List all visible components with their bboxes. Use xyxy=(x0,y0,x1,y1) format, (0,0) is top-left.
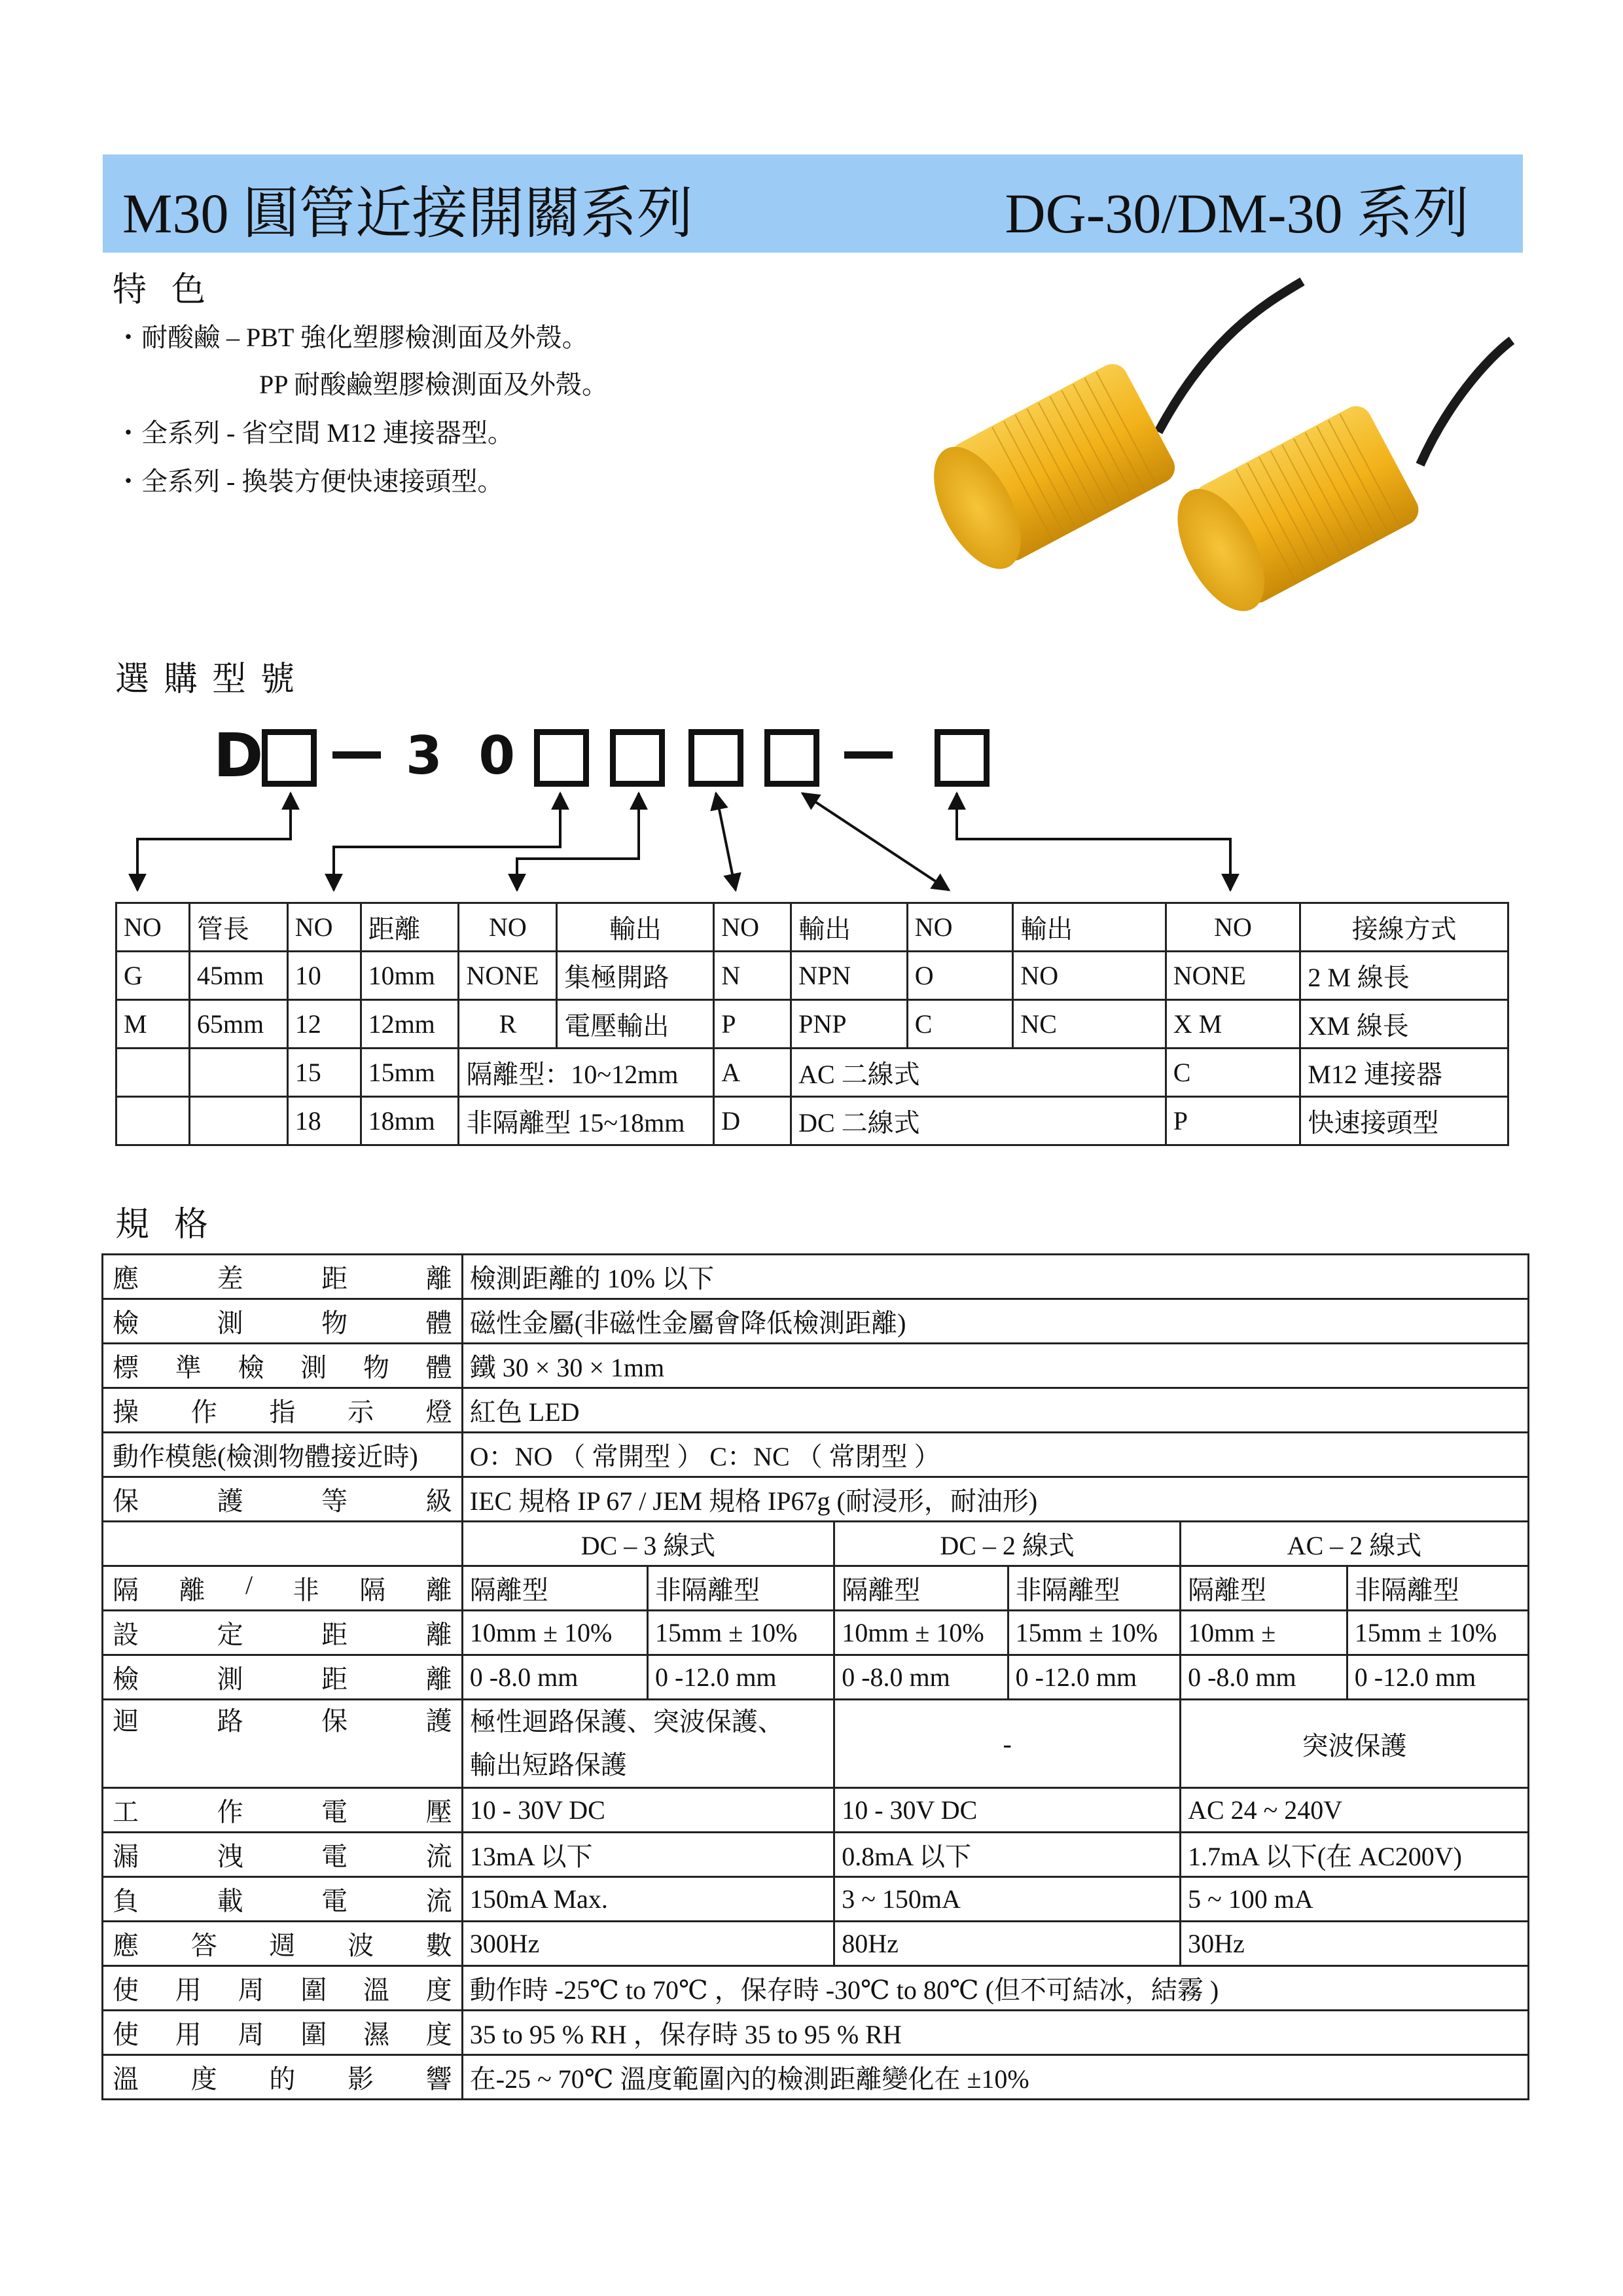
table-row xyxy=(116,1000,1508,1049)
table-header: 接線方式 xyxy=(1300,903,1508,952)
model-code xyxy=(209,720,1021,798)
spec-label-char: 作 xyxy=(190,1397,217,1427)
spec-label xyxy=(103,1433,463,1477)
spec-label-char: 動作模態(檢測物體接近時) xyxy=(113,1442,418,1471)
table-cell: 非隔離型 15~18mm xyxy=(459,1097,714,1145)
spec-label-char: 溫 xyxy=(113,2064,139,2094)
table-cell: NONE xyxy=(459,952,557,1000)
spec-label-char: 洩 xyxy=(217,1842,243,1871)
spec-value: 3 ~ 150mA xyxy=(834,1877,1181,1922)
spec-label xyxy=(103,1477,463,1522)
spec-value: IEC 規格 IP 67 / JEM 規格 IP67g (耐浸形，耐油形) xyxy=(462,1477,1528,1522)
series-title: DG-30/DM-30 系列 xyxy=(1005,182,1469,245)
spec-label-char: 應 xyxy=(113,1931,139,1960)
spec-label-char: 非 xyxy=(293,1575,319,1605)
table-cell: 12 xyxy=(287,1000,361,1049)
spec-value: 30Hz xyxy=(1181,1922,1529,1966)
spec-label xyxy=(103,1611,463,1655)
spec-table xyxy=(101,1253,1529,2100)
table-cell: 15mm xyxy=(361,1049,459,1097)
spec-value xyxy=(462,1700,834,1788)
spec-label-char: 物 xyxy=(321,1308,348,1338)
spec-value: 0 -8.0 mm xyxy=(462,1655,647,1700)
spec-value: 15mm ± 10% xyxy=(1008,1611,1180,1655)
table-cell: 10mm xyxy=(361,952,459,1000)
spec-label-char: 設 xyxy=(113,1620,139,1649)
spec-label-char: 準 xyxy=(175,1353,202,1382)
spec-label-char: 護 xyxy=(425,1706,452,1736)
spec-label xyxy=(103,1655,463,1700)
spec-label-char: 度 xyxy=(190,2064,217,2094)
table-row xyxy=(103,1966,1529,2011)
spec-value: 突波保護 xyxy=(1181,1700,1529,1788)
spec-label-char: 測 xyxy=(300,1353,327,1382)
spec-label-char: 工 xyxy=(113,1797,139,1827)
spec-value: DC – 2 線式 xyxy=(834,1522,1181,1566)
spec-label-char: 電 xyxy=(321,1797,348,1827)
spec-label xyxy=(103,1299,463,1344)
table-header: NO xyxy=(459,903,557,952)
spec-value: 300Hz xyxy=(462,1922,834,1966)
spec-value: 0 -8.0 mm xyxy=(1181,1655,1347,1700)
spec-label-char: 度 xyxy=(425,2020,452,2049)
spec-value: 5 ~ 100 mA xyxy=(1181,1877,1529,1922)
sensor-left xyxy=(916,357,1181,583)
table-cell: P xyxy=(714,1000,791,1049)
table-cell: X M xyxy=(1166,1000,1300,1049)
spec-label-char: 離 xyxy=(179,1575,205,1605)
spec-value: 10mm ± 10% xyxy=(462,1611,647,1655)
page-title: M30 圓管近接開關系列 xyxy=(122,182,693,245)
table-cell: 集極開路 xyxy=(557,952,714,1000)
spec-label-char: 差 xyxy=(217,1264,243,1293)
feature-line: ・全系列 - 省空間 M12 連接器型。 xyxy=(115,418,514,448)
spec-label-char: 隔 xyxy=(359,1575,386,1605)
table-cell: AC 二線式 xyxy=(791,1049,1166,1097)
spec-label-char: 體 xyxy=(425,1308,452,1338)
spec-label-char: 響 xyxy=(425,2064,452,2094)
table-row xyxy=(103,1388,1529,1433)
spec-label-char: 波 xyxy=(348,1931,374,1960)
spec-label-char: 使 xyxy=(113,2020,139,2049)
table-row xyxy=(103,1299,1529,1344)
spec-label xyxy=(103,1922,463,1966)
spec-label-char: 圍 xyxy=(300,1975,327,2005)
code-dash xyxy=(844,751,893,759)
model-select-heading: 選購型號 xyxy=(115,661,310,698)
spec-value: 隔離型 xyxy=(462,1566,647,1611)
table-cell: 65mm xyxy=(189,1000,287,1049)
spec-value: 10mm ± 10% xyxy=(834,1611,1008,1655)
spec-value: 80Hz xyxy=(834,1922,1181,1966)
spec-label-char: 週 xyxy=(269,1931,296,1960)
spec-label-char: 距 xyxy=(321,1620,348,1649)
table-header: 輸出 xyxy=(557,903,714,952)
spec-value: O：NO （ 常開型 ） C：NC （ 常閉型 ） xyxy=(462,1433,1528,1477)
table-cell: N xyxy=(714,952,791,1000)
spec-label xyxy=(103,2055,463,2100)
feature-line: ・耐酸鹼 – PBT 強化塑膠檢測面及外殼。 xyxy=(115,323,588,352)
spec-label-char: 保 xyxy=(113,1486,139,1516)
table-cell xyxy=(116,1049,190,1097)
feature-line: ・全系列 - 換裝方便快速接頭型。 xyxy=(115,467,504,496)
spec-label-char: 離 xyxy=(425,1620,452,1649)
spec-label-char: 用 xyxy=(175,1975,202,2005)
spec-value: 10 - 30V DC xyxy=(462,1788,834,1833)
spec-value: 13mA 以下 xyxy=(462,1833,834,1877)
spec-value: 鐵 30 × 30 × 1mm xyxy=(462,1344,1528,1388)
cable xyxy=(1158,281,1302,432)
spec-label xyxy=(103,1833,463,1877)
table-header: NO xyxy=(907,903,1013,952)
table-cell: A xyxy=(714,1049,791,1097)
spec-value: 0.8mA 以下 xyxy=(834,1833,1181,1877)
table-row xyxy=(116,1049,1508,1097)
table-cell: 10 xyxy=(287,952,361,1000)
spec-label-char: 檢 xyxy=(113,1664,139,1694)
table-header: 輸出 xyxy=(1013,903,1166,952)
table-row xyxy=(103,1877,1529,1922)
spec-value: 0 -12.0 mm xyxy=(1347,1655,1528,1700)
table-row xyxy=(116,1097,1508,1145)
table-row xyxy=(103,1788,1529,1833)
table-cell: XM 線長 xyxy=(1300,1000,1508,1049)
table-row xyxy=(103,1477,1529,1522)
spec-label-char: 漏 xyxy=(113,1842,139,1871)
spec-label-char: 定 xyxy=(217,1620,243,1649)
table-header: 管長 xyxy=(189,903,287,952)
sensor-right xyxy=(1160,399,1425,624)
spec-label-char: 距 xyxy=(321,1664,348,1694)
table-cell: PNP xyxy=(791,1000,908,1049)
table-cell: M xyxy=(116,1000,190,1049)
spec-label-char: 迴 xyxy=(113,1706,139,1736)
spec-label-char: 用 xyxy=(175,2020,202,2049)
table-cell: NC xyxy=(1013,1000,1166,1049)
spec-value: 15mm ± 10% xyxy=(648,1611,834,1655)
spec-label xyxy=(103,1877,463,1922)
spec-label-char: 標 xyxy=(113,1353,139,1382)
spec-label-char: 負 xyxy=(113,1886,139,1916)
code-box xyxy=(688,729,743,787)
spec-label xyxy=(103,1388,463,1433)
code-box xyxy=(935,729,990,787)
spec-label-char: 保 xyxy=(321,1706,348,1736)
spec-label-char: 燈 xyxy=(425,1397,452,1427)
table-cell: C xyxy=(1166,1049,1300,1097)
table-row xyxy=(103,1433,1529,1477)
spec-value: 0 -12.0 mm xyxy=(1008,1655,1180,1700)
table-cell: NONE xyxy=(1166,952,1300,1000)
code-box xyxy=(610,729,665,787)
table-header-row xyxy=(116,903,1508,952)
spec-label-char: 級 xyxy=(425,1486,452,1516)
table-cell: G xyxy=(116,952,190,1000)
table-header: NO xyxy=(287,903,361,952)
spec-value: 動作時 -25℃ to 70℃ ，保存時 -30℃ to 80℃ (但不可結冰，結霧 ) xyxy=(462,1966,1528,2011)
table-header: NO xyxy=(1166,903,1300,952)
spec-label-char: 離 xyxy=(425,1575,452,1605)
table-cell: 45mm xyxy=(189,952,287,1000)
spec-label xyxy=(103,1966,463,2011)
spec-heading: 規格 xyxy=(115,1206,234,1244)
code-mid: 3 0 xyxy=(406,725,516,786)
spec-label-char: 數 xyxy=(425,1931,452,1960)
spec-value: 150mA Max. xyxy=(462,1877,834,1922)
spec-value: 在-25 ~ 70℃ 溫度範圍內的檢測距離變化在 ±10% xyxy=(462,2055,1528,2100)
spec-value-line: 極性迴路保護、突波保護、 xyxy=(469,1707,784,1736)
spec-label xyxy=(103,2011,463,2055)
code-box xyxy=(764,729,819,787)
spec-label-char: 檢 xyxy=(238,1353,264,1382)
table-cell: NPN xyxy=(791,952,908,1000)
spec-label-char: 指 xyxy=(269,1397,296,1427)
table-row xyxy=(103,2011,1529,2055)
table-row xyxy=(103,1611,1529,1655)
spec-label xyxy=(103,1700,463,1788)
table-row xyxy=(103,1522,1529,1566)
spec-label xyxy=(103,1344,463,1388)
code-box xyxy=(262,729,317,787)
spec-value: - xyxy=(834,1700,1181,1788)
spec-value: 非隔離型 xyxy=(1008,1566,1180,1611)
table-cell: 12mm xyxy=(361,1000,459,1049)
spec-label xyxy=(103,1255,463,1299)
spec-label-char: 濕 xyxy=(363,2020,389,2049)
spec-label-char: 圍 xyxy=(300,2020,327,2049)
table-cell xyxy=(116,1097,190,1145)
spec-value: 0 -8.0 mm xyxy=(834,1655,1008,1700)
spec-label-char: 度 xyxy=(425,1975,452,2005)
table-cell: 15 xyxy=(287,1049,361,1097)
spec-label-char: 使 xyxy=(113,1975,139,2005)
table-cell: 18 xyxy=(287,1097,361,1145)
features-heading: 特色 xyxy=(113,272,231,309)
spec-label xyxy=(103,1566,463,1611)
spec-label-char: 載 xyxy=(217,1886,243,1916)
table-cell: O xyxy=(907,952,1013,1000)
table-row xyxy=(116,952,1508,1000)
model-select-table xyxy=(115,902,1509,1146)
spec-value: 檢測距離的 10% 以下 xyxy=(462,1255,1528,1299)
table-row xyxy=(103,2055,1529,2100)
spec-value: 紅色 LED xyxy=(462,1388,1528,1433)
table-cell: 隔離型：10~12mm xyxy=(459,1049,714,1097)
spec-label-char: 答 xyxy=(190,1931,217,1960)
table-cell: 電壓輸出 xyxy=(557,1000,714,1049)
table-row xyxy=(103,1833,1529,1877)
spec-label-char: 電 xyxy=(321,1886,348,1916)
spec-value-line: 輸出短路保護 xyxy=(469,1750,627,1780)
spec-label-char: 電 xyxy=(321,1842,348,1871)
table-cell xyxy=(189,1049,287,1097)
spec-value xyxy=(103,1522,463,1566)
spec-label-char: 測 xyxy=(217,1664,243,1694)
table-row xyxy=(103,1566,1529,1611)
title-banner xyxy=(103,154,1523,253)
table-row xyxy=(103,1655,1529,1700)
table-row xyxy=(103,1344,1529,1388)
spec-value: 非隔離型 xyxy=(1347,1566,1528,1611)
table-cell: 18mm xyxy=(361,1097,459,1145)
table-cell xyxy=(189,1097,287,1145)
spec-value: 非隔離型 xyxy=(648,1566,834,1611)
code-box xyxy=(534,729,589,787)
spec-label-char: 物 xyxy=(363,1353,389,1382)
spec-value: DC – 3 線式 xyxy=(462,1522,834,1566)
spec-label-char: 的 xyxy=(269,2064,296,2094)
table-cell: 2 M 線長 xyxy=(1300,952,1508,1000)
spec-label-char: 流 xyxy=(425,1886,452,1916)
spec-label-char: 測 xyxy=(217,1308,243,1338)
spec-label-char: 隔 xyxy=(113,1575,139,1605)
table-row xyxy=(103,1922,1529,1966)
table-cell: R xyxy=(459,1000,557,1049)
spec-value: 10mm ± xyxy=(1181,1611,1347,1655)
spec-label-char: 離 xyxy=(425,1664,452,1694)
spec-label xyxy=(103,1788,463,1833)
spec-label-char: 路 xyxy=(217,1706,243,1736)
spec-value: 隔離型 xyxy=(834,1566,1008,1611)
spec-value: 15mm ± 10% xyxy=(1347,1611,1528,1655)
spec-label-char: 等 xyxy=(321,1486,348,1516)
table-cell: D xyxy=(714,1097,791,1145)
table-header: NO xyxy=(714,903,791,952)
table-row xyxy=(103,1700,1529,1788)
spec-value: AC 24 ~ 240V xyxy=(1181,1788,1529,1833)
product-photo xyxy=(844,275,1525,720)
spec-label-char: 體 xyxy=(425,1353,452,1382)
spec-label-char: 距 xyxy=(321,1264,348,1293)
spec-label-char: 示 xyxy=(348,1397,374,1427)
spec-label-char: / xyxy=(245,1570,253,1600)
table-header: NO xyxy=(116,903,190,952)
spec-label-char: 護 xyxy=(217,1486,243,1516)
spec-label-char: 作 xyxy=(217,1797,243,1827)
spec-label-char: 影 xyxy=(348,2064,374,2094)
table-cell: NO xyxy=(1013,952,1166,1000)
spec-value: 磁性金屬(非磁性金屬會降低檢測距離) xyxy=(462,1299,1528,1344)
code-prefix: D xyxy=(213,721,264,791)
spec-label-char: 流 xyxy=(425,1842,452,1871)
code-dash xyxy=(332,751,381,759)
spec-value: 35 to 95 % RH ，保存時 35 to 95 % RH xyxy=(462,2011,1528,2055)
spec-label-char: 檢 xyxy=(113,1308,139,1338)
table-header: 距離 xyxy=(361,903,459,952)
spec-value: 1.7mA 以下(在 AC200V) xyxy=(1181,1833,1529,1877)
spec-label-char: 周 xyxy=(238,2020,264,2049)
table-cell: C xyxy=(907,1000,1013,1049)
cable xyxy=(1420,340,1512,465)
spec-label-char: 溫 xyxy=(363,1975,389,2005)
table-row xyxy=(103,1255,1529,1299)
spec-value: 0 -12.0 mm xyxy=(648,1655,834,1700)
spec-value: 10 - 30V DC xyxy=(834,1788,1181,1833)
table-cell: M12 連接器 xyxy=(1300,1049,1508,1097)
table-cell: 快速接頭型 xyxy=(1300,1097,1508,1145)
spec-value: 隔離型 xyxy=(1181,1566,1347,1611)
spec-label-char: 壓 xyxy=(425,1797,452,1827)
spec-label-char: 應 xyxy=(113,1264,139,1293)
table-cell: DC 二線式 xyxy=(791,1097,1166,1145)
spec-label-char: 操 xyxy=(113,1397,139,1427)
table-header: 輸出 xyxy=(791,903,908,952)
spec-label-char: 周 xyxy=(238,1975,264,2005)
feature-line: PP 耐酸鹼塑膠檢測面及外殼。 xyxy=(259,370,609,399)
spec-value: AC – 2 線式 xyxy=(1181,1522,1529,1566)
spec-label-char: 離 xyxy=(425,1264,452,1293)
table-cell: P xyxy=(1166,1097,1300,1145)
